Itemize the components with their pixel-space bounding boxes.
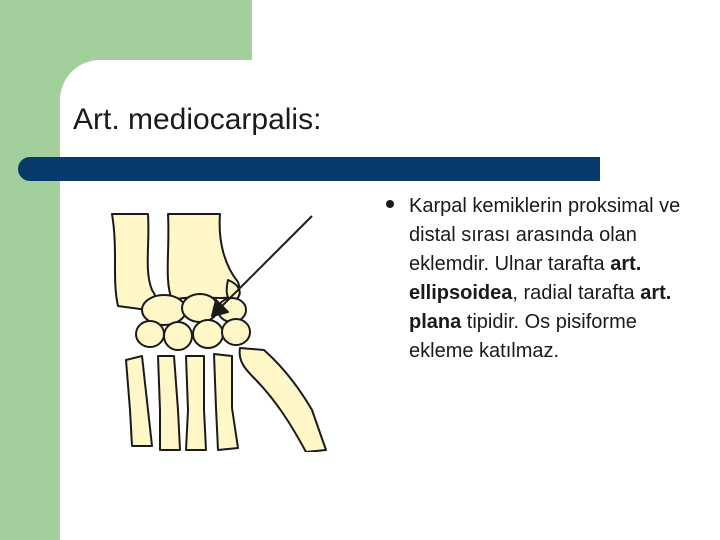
wrist-bones-illustration xyxy=(108,210,344,452)
slide-title: Art. mediocarpalis: xyxy=(73,103,322,136)
bullet-text-part1: Karpal kemiklerin proksimal ve distal sırası arasında olan eklemdir. Ulnar tarafta xyxy=(409,195,681,275)
bullet-text-part5: tipidir. Os pisiforme ekleme katılmaz. xyxy=(409,311,637,362)
bullet-text xyxy=(409,192,699,366)
bullet-text-plana: art. plana xyxy=(409,282,672,333)
bullet-text-ellipsoidea: art. ellipsoidea xyxy=(409,253,642,304)
bullet-text-part3: , radial tarafta xyxy=(512,282,641,304)
bullet-icon xyxy=(386,200,394,208)
decor-green-left xyxy=(0,0,60,540)
title-underline-bar xyxy=(18,157,600,181)
